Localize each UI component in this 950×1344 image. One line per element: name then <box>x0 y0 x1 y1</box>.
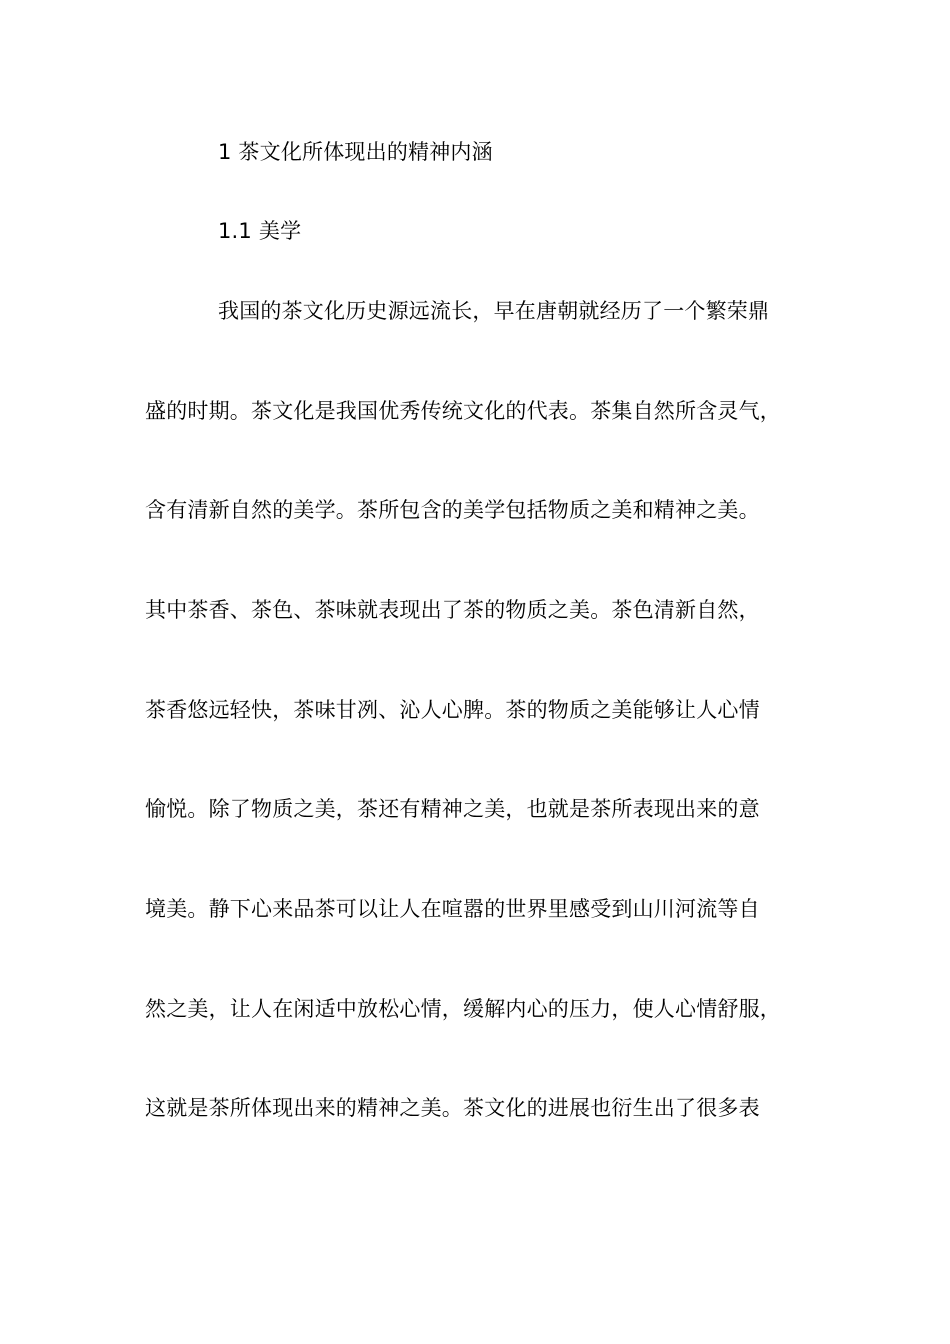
paragraph-line-8: 然之美，让人在闲适中放松心情，缓解内心的压力，使人心情舒服， <box>145 997 781 1021</box>
subsection-heading: 1.1 美学 <box>218 219 302 243</box>
paragraph-line-7: 境美。静下心来品茶可以让人在喧嚣的世界里感受到山川河流等自 <box>145 897 760 921</box>
section-heading: 1 茶文化所体现出的精神内涵 <box>218 140 493 164</box>
paragraph-line-4: 其中茶香、茶色、茶味就表现出了茶的物质之美。茶色清新自然， <box>145 598 760 622</box>
paragraph-line-6: 愉悦。除了物质之美，茶还有精神之美，也就是茶所表现出来的意 <box>145 797 760 821</box>
paragraph-line-5: 茶香悠远轻快，茶味甘冽、沁人心脾。茶的物质之美能够让人心情 <box>145 698 760 722</box>
paragraph-line-3: 含有清新自然的美学。茶所包含的美学包括物质之美和精神之美。 <box>145 498 760 522</box>
paragraph-line-2: 盛的时期。茶文化是我国优秀传统文化的代表。茶集自然所含灵气， <box>145 399 781 423</box>
paragraph-line-9: 这就是茶所体现出来的精神之美。茶文化的进展也衍生出了很多表 <box>145 1096 760 1120</box>
paragraph-line-1: 我国的茶文化历史源远流长，早在唐朝就经历了一个繁荣鼎 <box>218 299 770 323</box>
